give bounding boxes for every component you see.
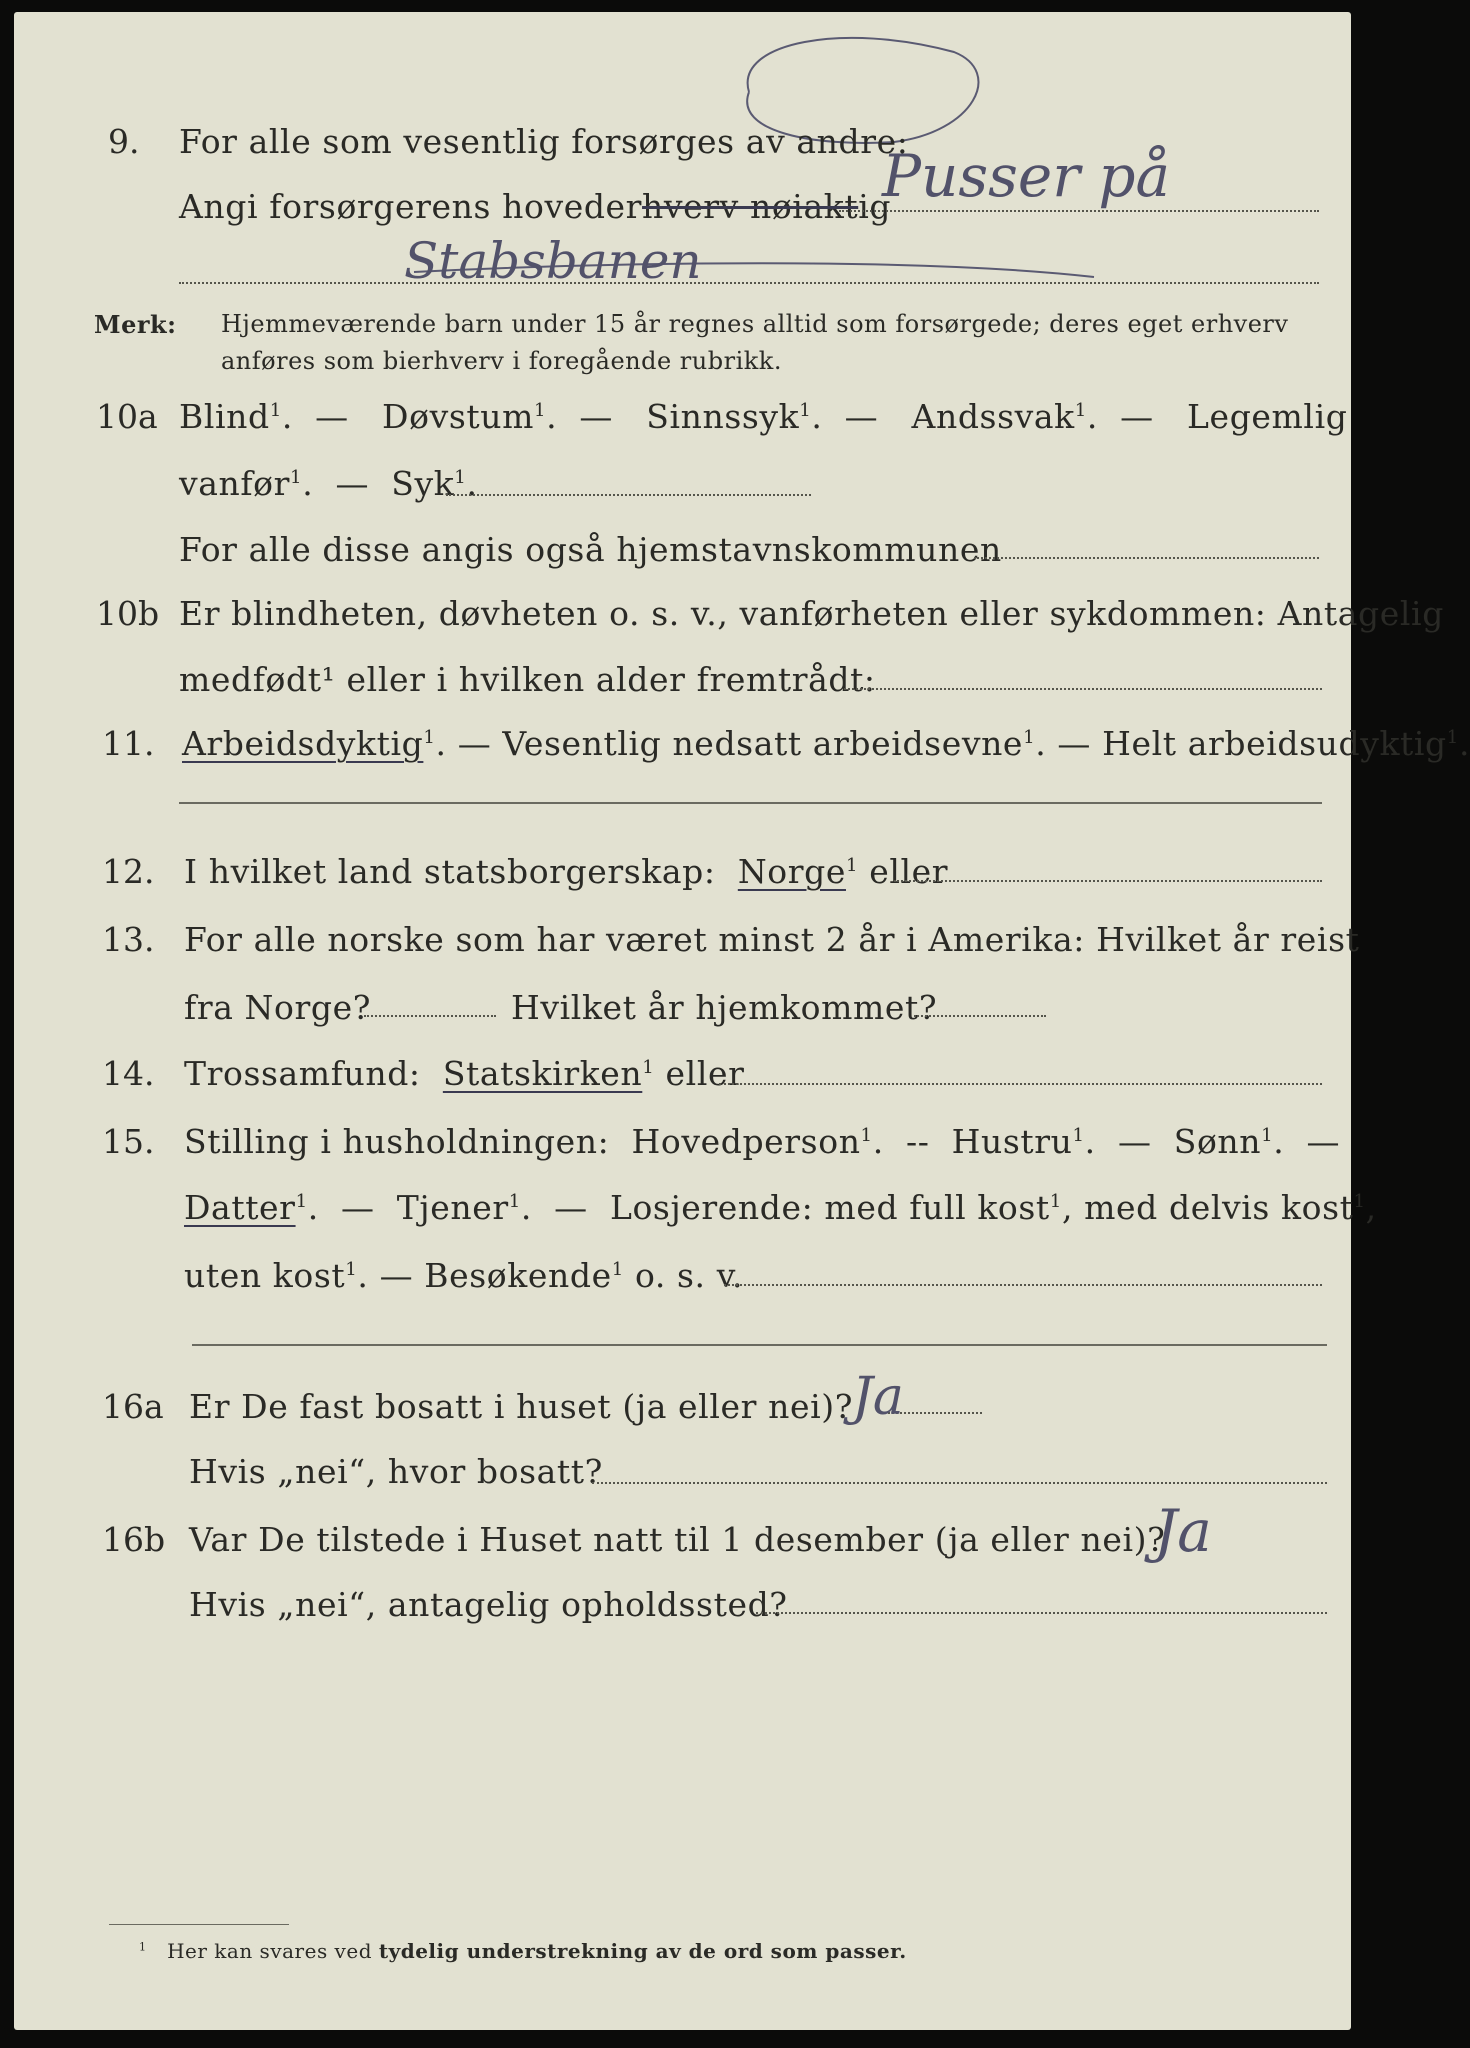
question-text: vanfør$^1$. — Syk$^1$. <box>179 464 478 503</box>
item-number: 10a <box>96 397 158 436</box>
note-text: anføres som bierhverv i foregående rubrikk. <box>221 347 782 375</box>
question-text: medfødt¹ eller i hvilken alder fremtrådt: <box>179 660 876 699</box>
answer-line <box>364 1015 496 1017</box>
question-text: Datter$^1$. — Tjener$^1$. — Losjerende: med full kost$^1$, med delvis kost$^1$, <box>184 1188 1377 1227</box>
answer-line <box>844 688 1322 690</box>
item-number: 11. <box>102 724 155 763</box>
handwritten-answer: Pusser på <box>882 142 1171 210</box>
footnote-text: $^1$ Her kan svares ved tydelig understrekning av de ord som passer. <box>139 1939 907 1963</box>
item-number: 16b <box>102 1520 166 1559</box>
item-number: 12. <box>102 852 155 891</box>
question-text: Trossamfund: Statskirken$^1$ eller <box>184 1054 745 1093</box>
answer-line <box>724 1284 1322 1286</box>
answer-line <box>914 1015 1046 1017</box>
handwritten-answer: Ja <box>852 1367 904 1427</box>
answer-line <box>179 282 1319 284</box>
question-text: Arbeidsdyktig$^1$. — Vesentlig nedsatt arbeidsevne$^1$. — Helt arbeidsudyktig$^1$. <box>182 724 1470 763</box>
item-number: 16a <box>102 1387 164 1426</box>
note-label: Merk: <box>94 310 177 339</box>
answer-line <box>446 494 811 496</box>
footnote-rule <box>109 1924 289 1925</box>
answer-line <box>974 557 1319 559</box>
handwritten-answer: Ja <box>1154 1497 1212 1565</box>
question-text: Blind$^1$. — Døvstum$^1$. — Sinnssyk$^1$. — Andssvak$^1$. — Legemlig <box>179 397 1348 436</box>
answer-line <box>592 1482 1327 1484</box>
question-text: Stilling i husholdningen: Hovedperson$^1$. -- Hustru$^1$. — Sønn$^1$. — <box>184 1122 1341 1161</box>
item-number: 9. <box>108 122 140 161</box>
question-text: For alle disse angis også hjemstavnskommunen <box>179 530 1002 569</box>
item-number: 14. <box>102 1054 155 1093</box>
question-text: Var De tilstede i Huset natt til 1 desember (ja eller nei)? <box>189 1520 1166 1559</box>
answer-line <box>179 802 1322 804</box>
item-number: 13. <box>102 920 155 959</box>
question-text: uten kost$^1$. — Besøkende$^1$ o. s. v. <box>184 1256 744 1295</box>
answer-line <box>192 1344 1327 1346</box>
question-text: Er blindheten, døvheten o. s. v., vanførheten eller sykdommen: Antagelig <box>179 594 1444 633</box>
handwritten-answer: Stabsbanen <box>404 232 702 290</box>
item-number: 10b <box>96 594 160 633</box>
question-text: Hvis „nei“, antagelig opholdssted? <box>189 1585 788 1624</box>
question-text: Er De fast bosatt i huset (ja eller nei)? <box>189 1387 853 1426</box>
item-number: 15. <box>102 1122 155 1161</box>
answer-line <box>839 210 1319 212</box>
note-text: Hjemmeværende barn under 15 år regnes alltid som forsørgede; deres eget erhverv <box>221 310 1289 338</box>
question-text: Angi forsørgerens hovederhverv nøiaktig <box>179 187 892 226</box>
question-text: fra Norge? Hvilket år hjemkommet? <box>184 988 938 1027</box>
question-text: Hvis „nei“, hvor bosatt? <box>189 1452 603 1491</box>
question-text: For alle norske som har været minst 2 år i Amerika: Hvilket år reist <box>184 920 1360 959</box>
question-text: For alle som vesentlig forsørges av andre: <box>179 122 909 161</box>
question-text: I hvilket land statsborgerskap: Norge$^1$ eller <box>184 852 949 891</box>
answer-line <box>756 1612 1327 1614</box>
census-form-page <box>14 12 1470 2030</box>
answer-line <box>719 1083 1322 1085</box>
answer-line <box>894 880 1322 882</box>
